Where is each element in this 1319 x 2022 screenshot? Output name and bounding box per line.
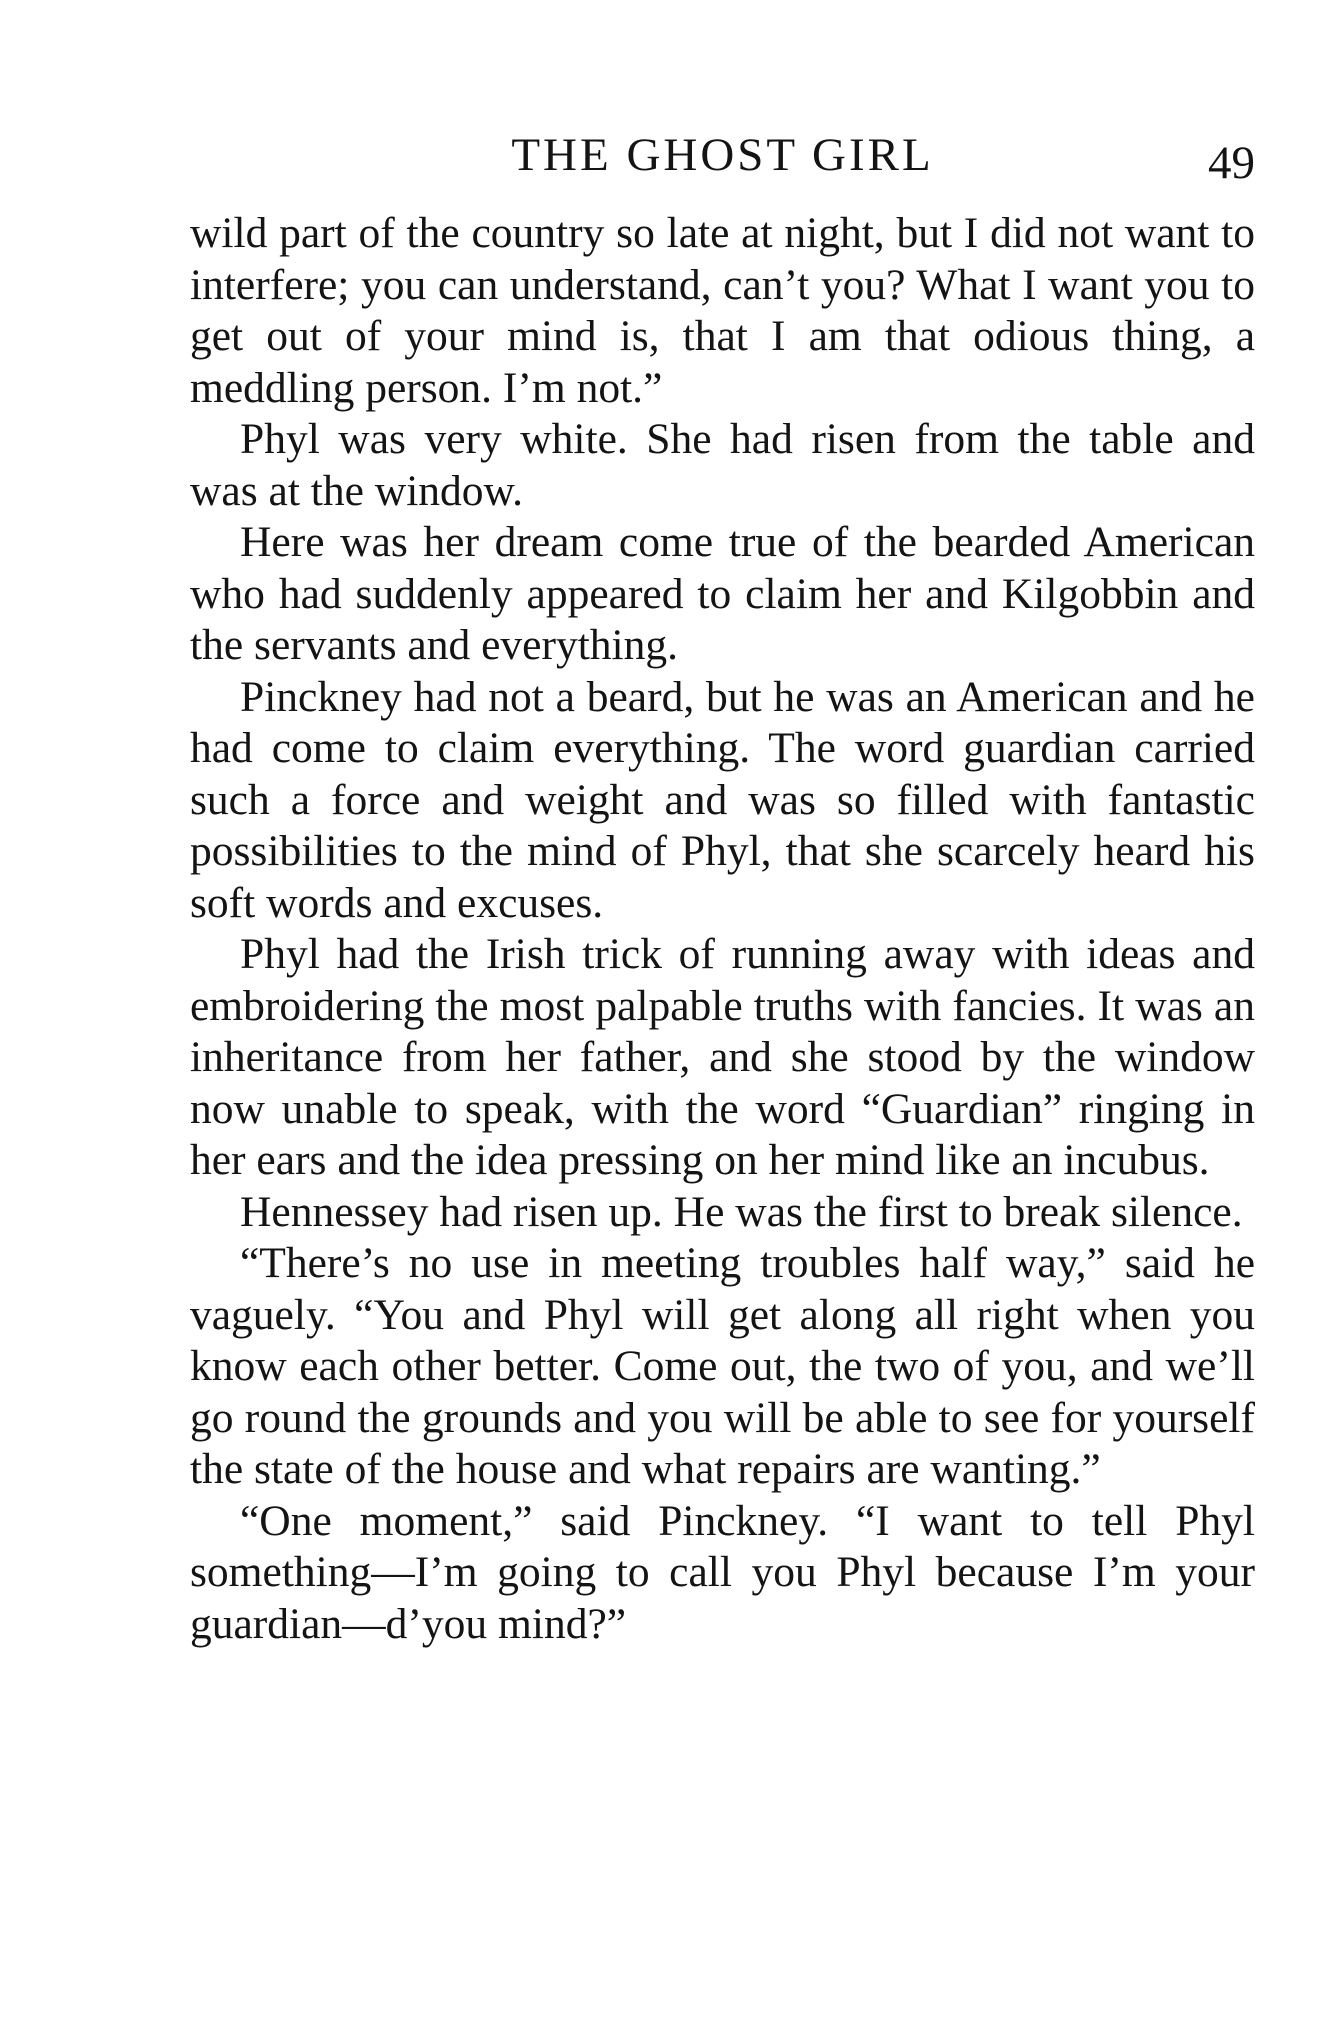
running-head <box>190 120 1255 190</box>
paragraph: Pinckney had not a beard, but he was an American and he had come to claim everything. The word guardian carried such a force and weight and was so filled with fantastic possibilities to the mind of Phyl, that she scarcely heard his soft words and excuses. <box>190 672 1255 927</box>
paragraph: Hennessey had risen up. He was the first to break silence. <box>240 1187 1243 1236</box>
body-text <box>190 208 1255 1650</box>
paragraph: Here was her dream come true of the bearded American who had suddenly appeared to claim her and Kilgobbin and the servants and everything. <box>190 518 1255 669</box>
paragraph: “One moment,” said Pinckney. “I want to tell Phyl something—I’m going to call you Phyl because I’m your guardian—d’you mind?” <box>190 1496 1255 1648</box>
paragraph: Phyl was very white. She had risen from the table and was at the window. <box>190 415 1255 515</box>
page-number: 49 <box>1208 137 1255 189</box>
paragraph: Phyl had the Irish trick of running away with ideas and embroidering the most palpable truths with fancies. It was an inheritance from her father, and she stood by the window now unable to speak, with the word “Guardian” ringing in her ears and the idea pressing on her mind like an incubus. <box>190 930 1255 1184</box>
paragraph: “There’s no use in meeting troubles half way,” said he vaguely. “You and Phyl will get along all right when you know each other better. Come out, the two of you, and we’ll go round the grounds and you will be able to see for yourself the state of the house and what repairs are wanting.” <box>190 1239 1255 1493</box>
paragraph: wild part of the country so late at night, but I did not want to interfere; you can understand, can’t you? What I want you to get out of your mind is, that I am that odious thing, a meddling person. I’m not.” <box>190 209 1255 412</box>
running-head-title: THE GHOST GIRL <box>511 129 934 181</box>
